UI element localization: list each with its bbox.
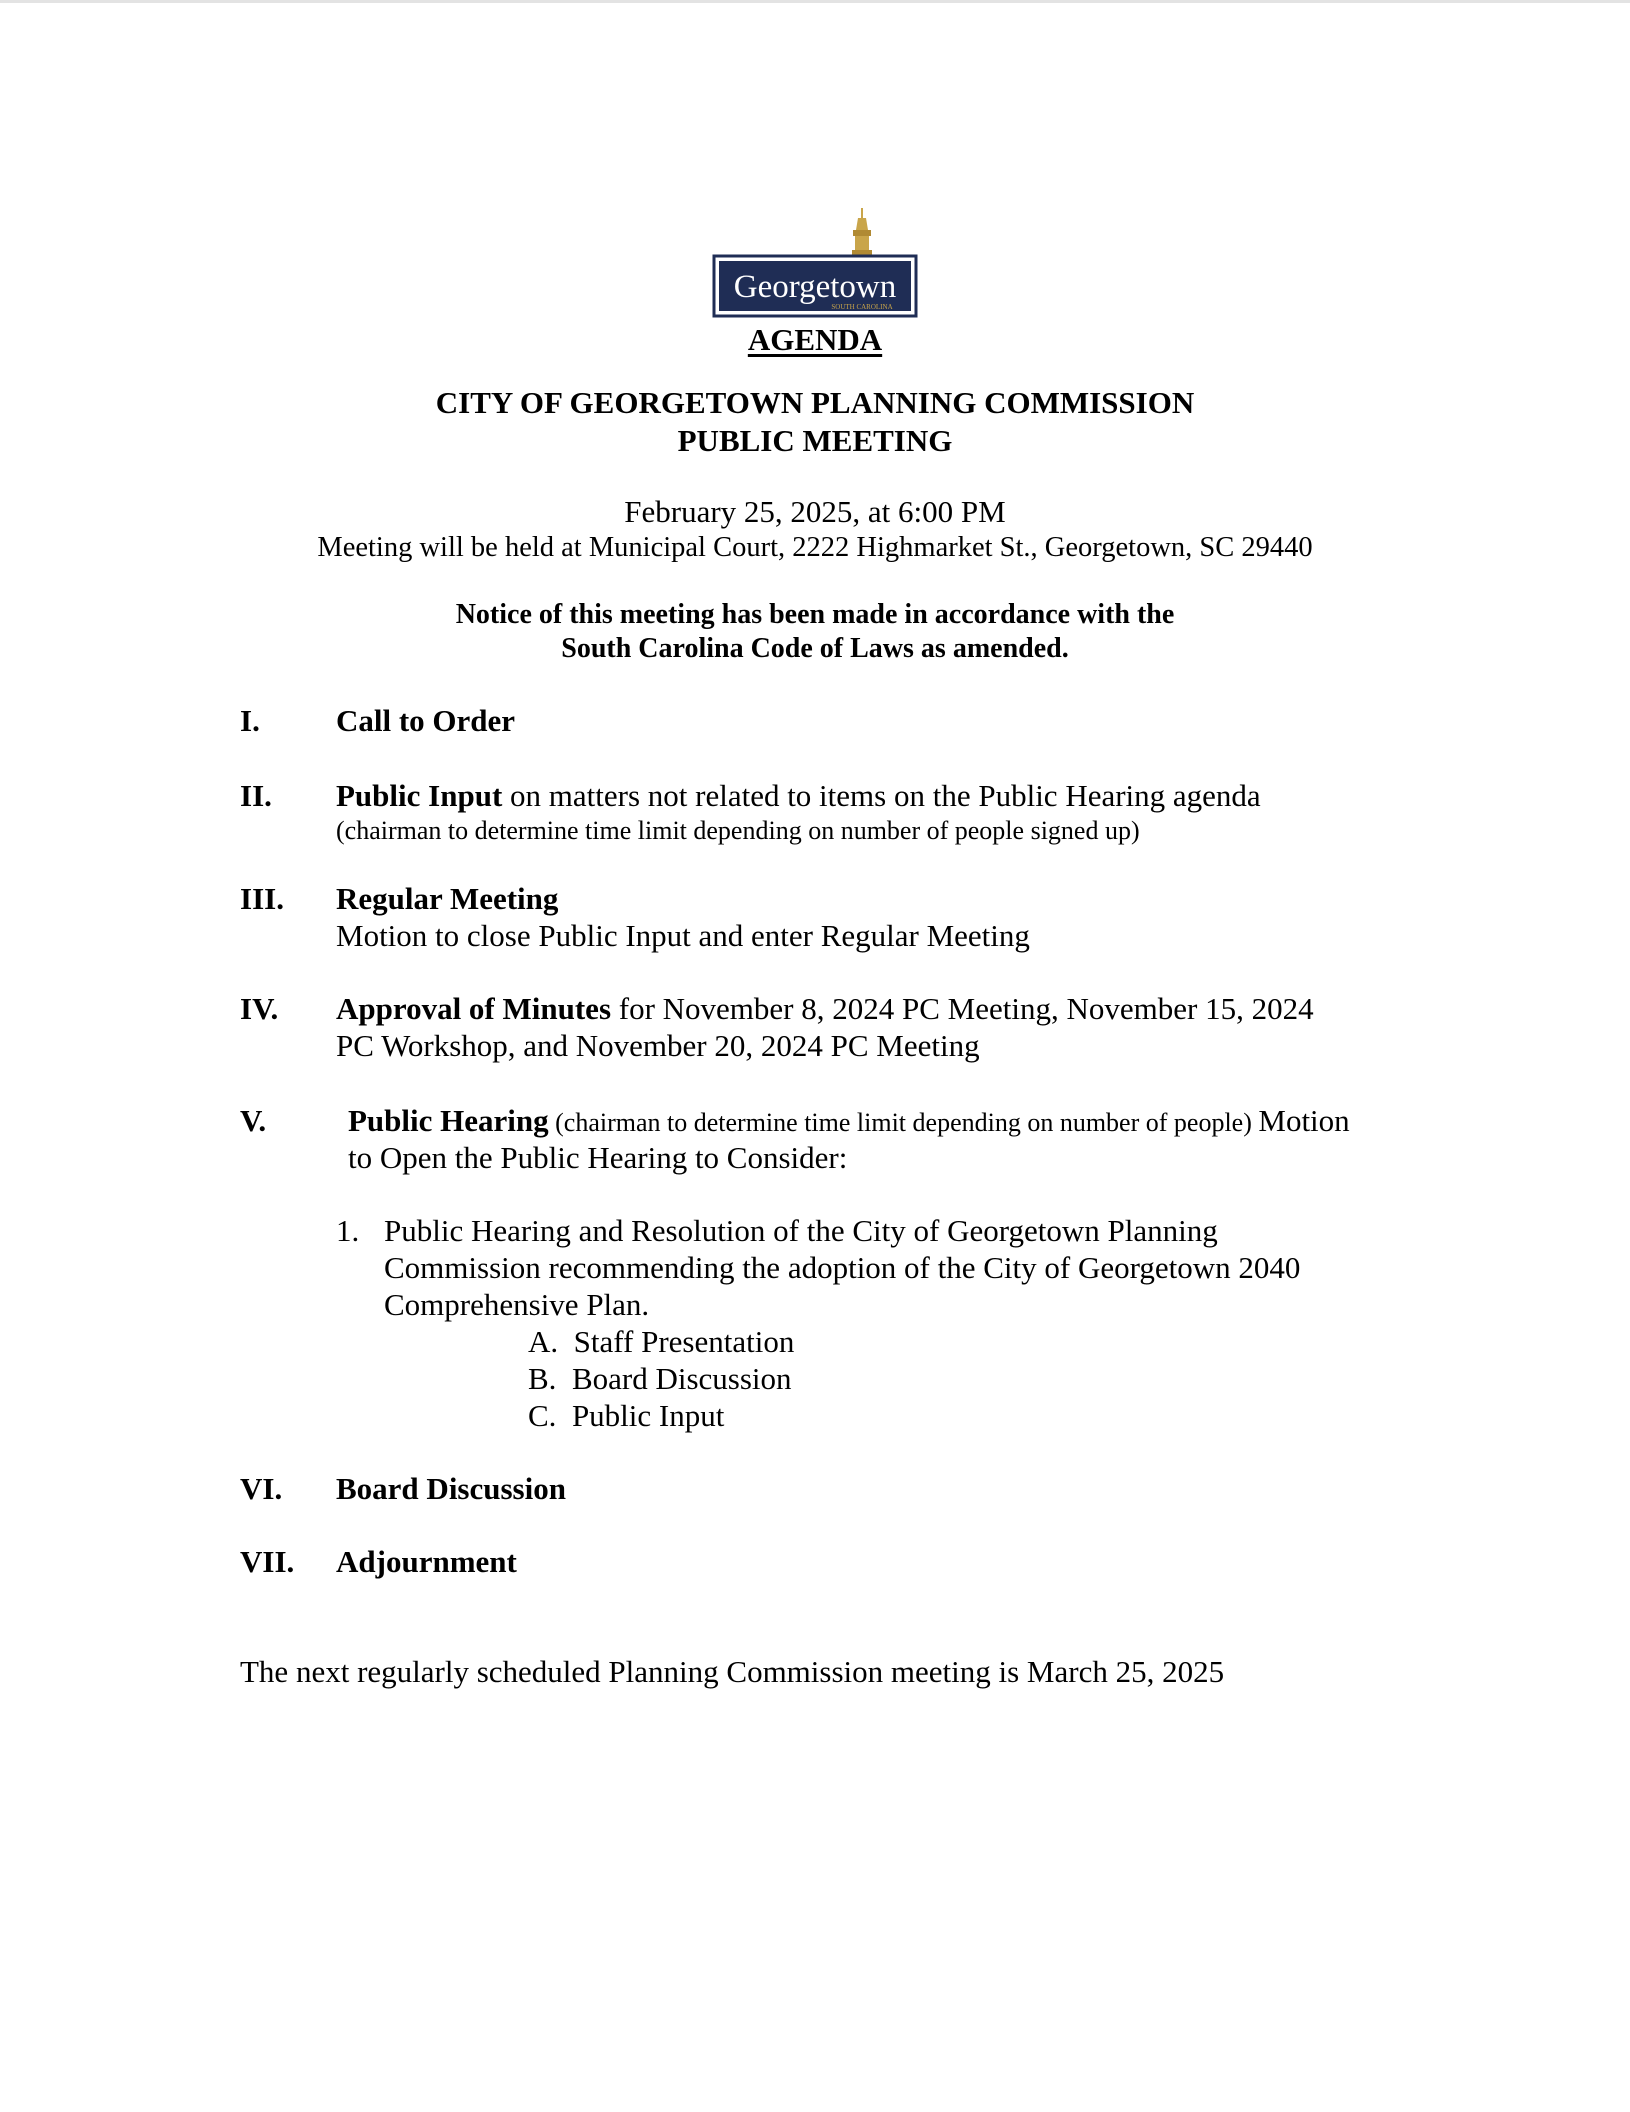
org-title-line1: CITY OF GEORGETOWN PLANNING COMMISSION <box>435 385 1195 420</box>
subitem-b-label: Board Discussion <box>571 1361 792 1396</box>
item-v-note: (chairman to determine time limit depending on number of people) <box>548 1108 1259 1137</box>
item-iv-text2: PC Workshop, and November 20, 2024 PC Meeting <box>336 1028 980 1063</box>
meeting-location: Meeting will be held at Municipal Court, 2222 Highmarket St., Georgetown, SC 29440 <box>317 532 1313 563</box>
legal-notice <box>0 598 1630 666</box>
item-iv-title: Approval of Minutes <box>336 991 612 1026</box>
item-iii-text: Motion to close Public Input and enter Regular Meeting <box>336 918 1030 953</box>
subitem-b-letter: B. <box>528 1361 557 1396</box>
item-v-title: Public Hearing <box>348 1103 549 1138</box>
logo-wordmark: Georgetown <box>733 269 897 305</box>
subitem-1-line3: Comprehensive Plan. <box>384 1287 650 1322</box>
subitem-c <box>528 1397 724 1434</box>
subitem-b <box>528 1360 792 1397</box>
next-meeting-note: The next regularly scheduled Planning Commission meeting is March 25, 2025 <box>240 1654 1225 1689</box>
item-vii-number: VII. <box>240 1544 295 1579</box>
item-v-text1: Motion <box>1258 1103 1350 1138</box>
logo-subtitle: SOUTH CAROLINA <box>831 303 893 311</box>
subitem-a-label: Staff Presentation <box>573 1324 795 1359</box>
item-ii-text: on matters not related to items on the Public Hearing agenda <box>502 778 1261 813</box>
org-title-line2: PUBLIC MEETING <box>677 423 953 458</box>
notice-line2: South Carolina Code of Laws as amended. <box>561 633 1069 664</box>
subitem-a-letter: A. <box>528 1324 559 1359</box>
item-ii-number: II. <box>240 778 272 813</box>
subitem-c-label: Public Input <box>571 1398 725 1433</box>
subitem-1-line1: Public Hearing and Resolution of the City of Georgetown Planning <box>384 1213 1218 1248</box>
subitem-1-line2: Commission recommending the adoption of the City of Georgetown 2040 <box>384 1250 1301 1285</box>
item-iv-text1: for November 8, 2024 PC Meeting, November 15, 2024 <box>611 991 1314 1026</box>
item-i-number: I. <box>240 703 260 738</box>
item-iii-title: Regular Meeting <box>336 881 559 916</box>
subitem-a <box>528 1323 794 1360</box>
meeting-date: February 25, 2025, at 6:00 PM <box>624 494 1006 529</box>
item-v-number: V. <box>240 1103 267 1138</box>
item-vii-title: Adjournment <box>336 1544 517 1579</box>
subitem-c-letter: C. <box>528 1398 557 1433</box>
item-ii-title: Public Input <box>336 778 503 813</box>
item-vi-number: VI. <box>240 1471 283 1506</box>
item-iii-number: III. <box>240 881 284 916</box>
item-v-text2: to Open the Public Hearing to Consider: <box>348 1140 848 1175</box>
item-ii-line <box>336 778 1261 814</box>
notice-line1: Notice of this meeting has been made in accordance with the <box>455 599 1175 630</box>
item-v-line1 <box>348 1103 1350 1141</box>
subitem-1-number: 1. <box>336 1213 360 1248</box>
agenda-heading: AGENDA <box>747 322 883 357</box>
org-title <box>0 384 1630 460</box>
item-vi-title: Board Discussion <box>336 1471 566 1506</box>
item-v-subitem-1 <box>336 1213 359 1249</box>
item-iv-number: IV. <box>240 991 279 1026</box>
item-iv-line1 <box>336 991 1314 1027</box>
item-i-title: Call to Order <box>336 703 516 738</box>
item-ii-note: (chairman to determine time limit depending on number of people signed up) <box>336 816 1140 845</box>
georgetown-logo <box>712 208 920 320</box>
